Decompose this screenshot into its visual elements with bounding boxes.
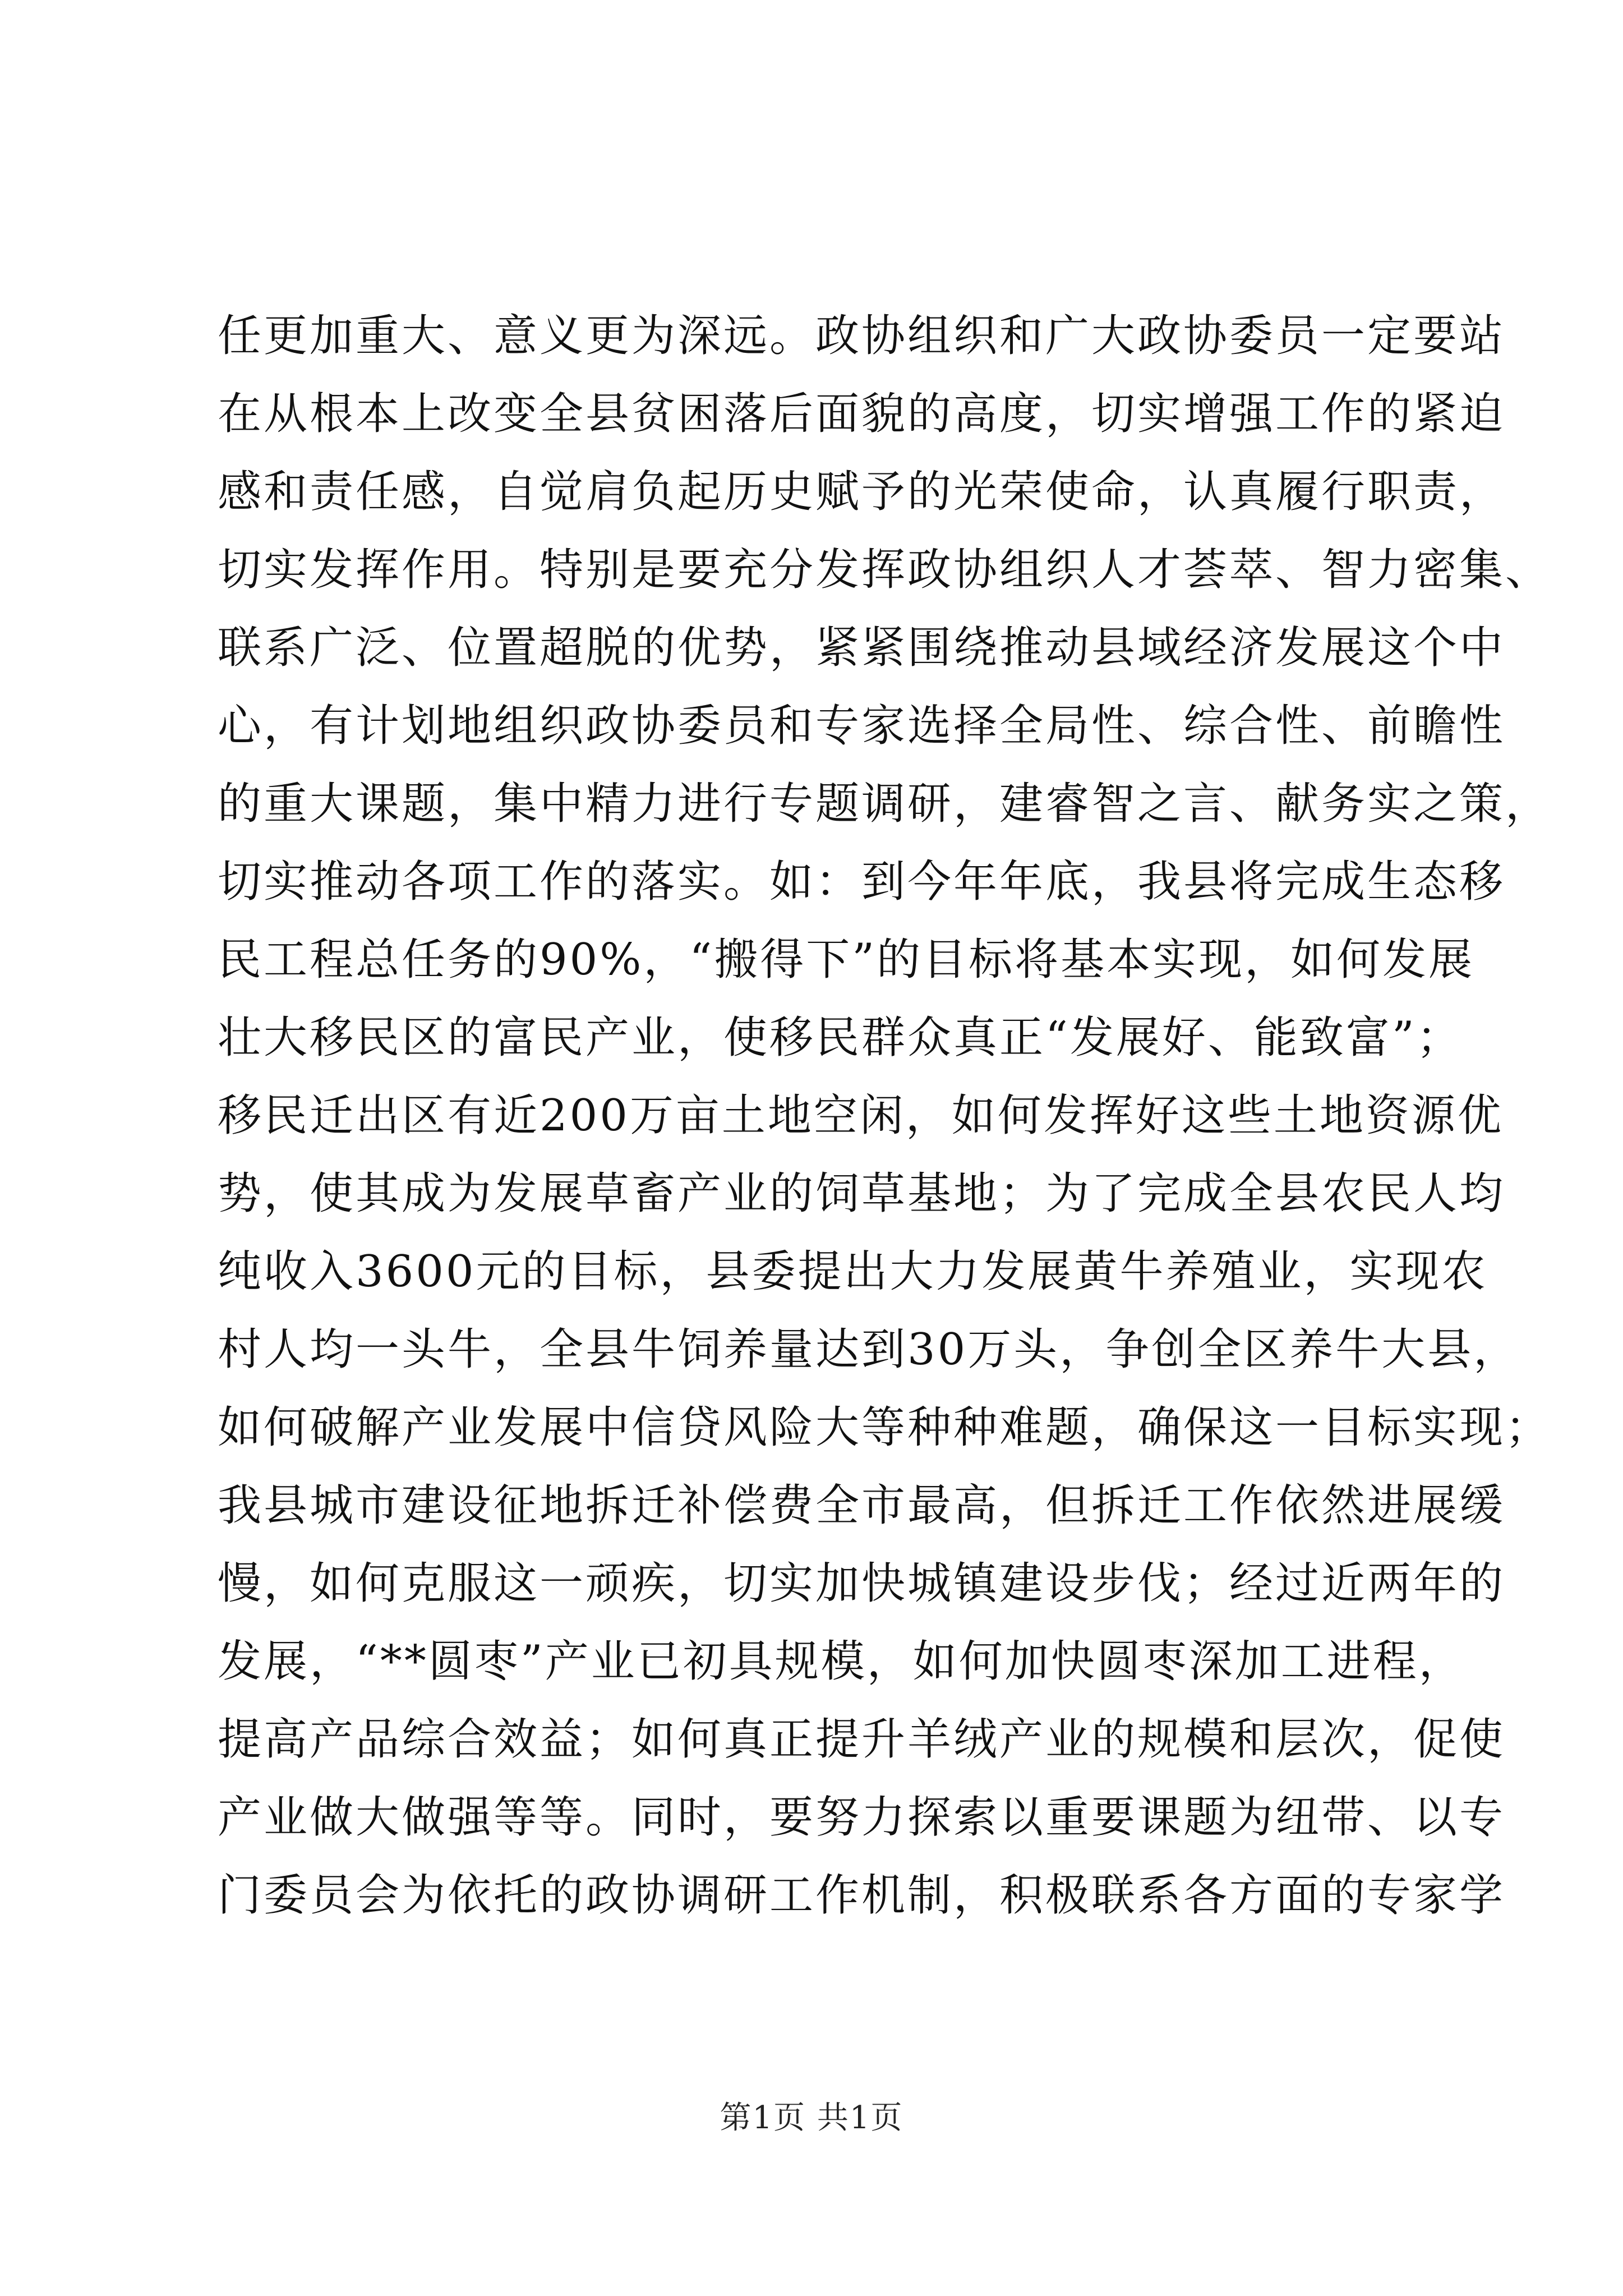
text-line-3: 感和责任感，自觉肩负起历史赋予的光荣使命，认真履行职责，	[218, 467, 1506, 517]
text-line-20: 产业做大做强等等。同时，要努力探索以重要课题为纽带、以专	[218, 1792, 1506, 1843]
text-line-11: 移民迁出区有近200万亩土地空闲，如何发挥好这些土地资源优	[218, 1091, 1504, 1141]
text-line-6: 心，有计划地组织政协委员和专家选择全局性、综合性、前瞻性	[218, 701, 1506, 751]
text-line-12: 势，使其成为发展草畜产业的饲草基地；为了完成全县农民人均	[218, 1168, 1506, 1219]
text-line-2: 在从根本上改变全县贫困落后面貌的高度，切实增强工作的紧迫	[218, 389, 1506, 439]
text-line-4: 切实发挥作用。特别是要充分发挥政协组织人才荟萃、智力密集、	[218, 545, 1552, 595]
text-line-7: 的重大课题，集中精力进行专题调研，建睿智之言、献务实之策，	[218, 779, 1552, 829]
body-text	[218, 297, 1552, 1935]
text-line-14: 村人均一头牛，全县牛饲养量达到30万头，争创全区养牛大县，	[218, 1324, 1520, 1375]
text-line-8: 切实推动各项工作的落实。如：到今年年底，我县将完成生态移	[218, 857, 1506, 907]
text-line-17: 慢，如何克服这一顽疾，切实加快城镇建设步伐；经过近两年的	[218, 1558, 1506, 1609]
text-line-1: 任更加重大、意义更为深远。政协组织和广大政协委员一定要站	[218, 311, 1506, 361]
text-line-16: 我县城市建设征地拆迁补偿费全市最高，但拆迁工作依然进展缓	[218, 1480, 1506, 1531]
text-line-9: 民工程总任务的90%，“搬得下”的目标将基本实现，如何发展	[218, 935, 1475, 985]
text-line-15: 如何破解产业发展中信贷风险大等种种难题，确保这一目标实现；	[218, 1402, 1552, 1453]
text-line-5: 联系广泛、位置超脱的优势，紧紧围绕推动县域经济发展这个中	[218, 623, 1506, 673]
text-line-13: 纯收入3600元的目标，县委提出大力发展黄牛养殖业，实现农	[218, 1246, 1488, 1297]
page-footer: 第1页 共1页	[720, 2100, 903, 2136]
text-line-19: 提高产品综合效益；如何真正提升羊绒产业的规模和层次，促使	[218, 1714, 1506, 1765]
text-line-21: 门委员会为依托的政协调研工作机制，积极联系各方面的专家学	[218, 1870, 1506, 1921]
text-line-18: 发展，“**圆枣”产业已初具规模，如何加快圆枣深加工进程，	[218, 1636, 1465, 1687]
text-line-10: 壮大移民区的富民产业，使移民群众真正“发展好、能致富”；	[218, 1013, 1463, 1063]
